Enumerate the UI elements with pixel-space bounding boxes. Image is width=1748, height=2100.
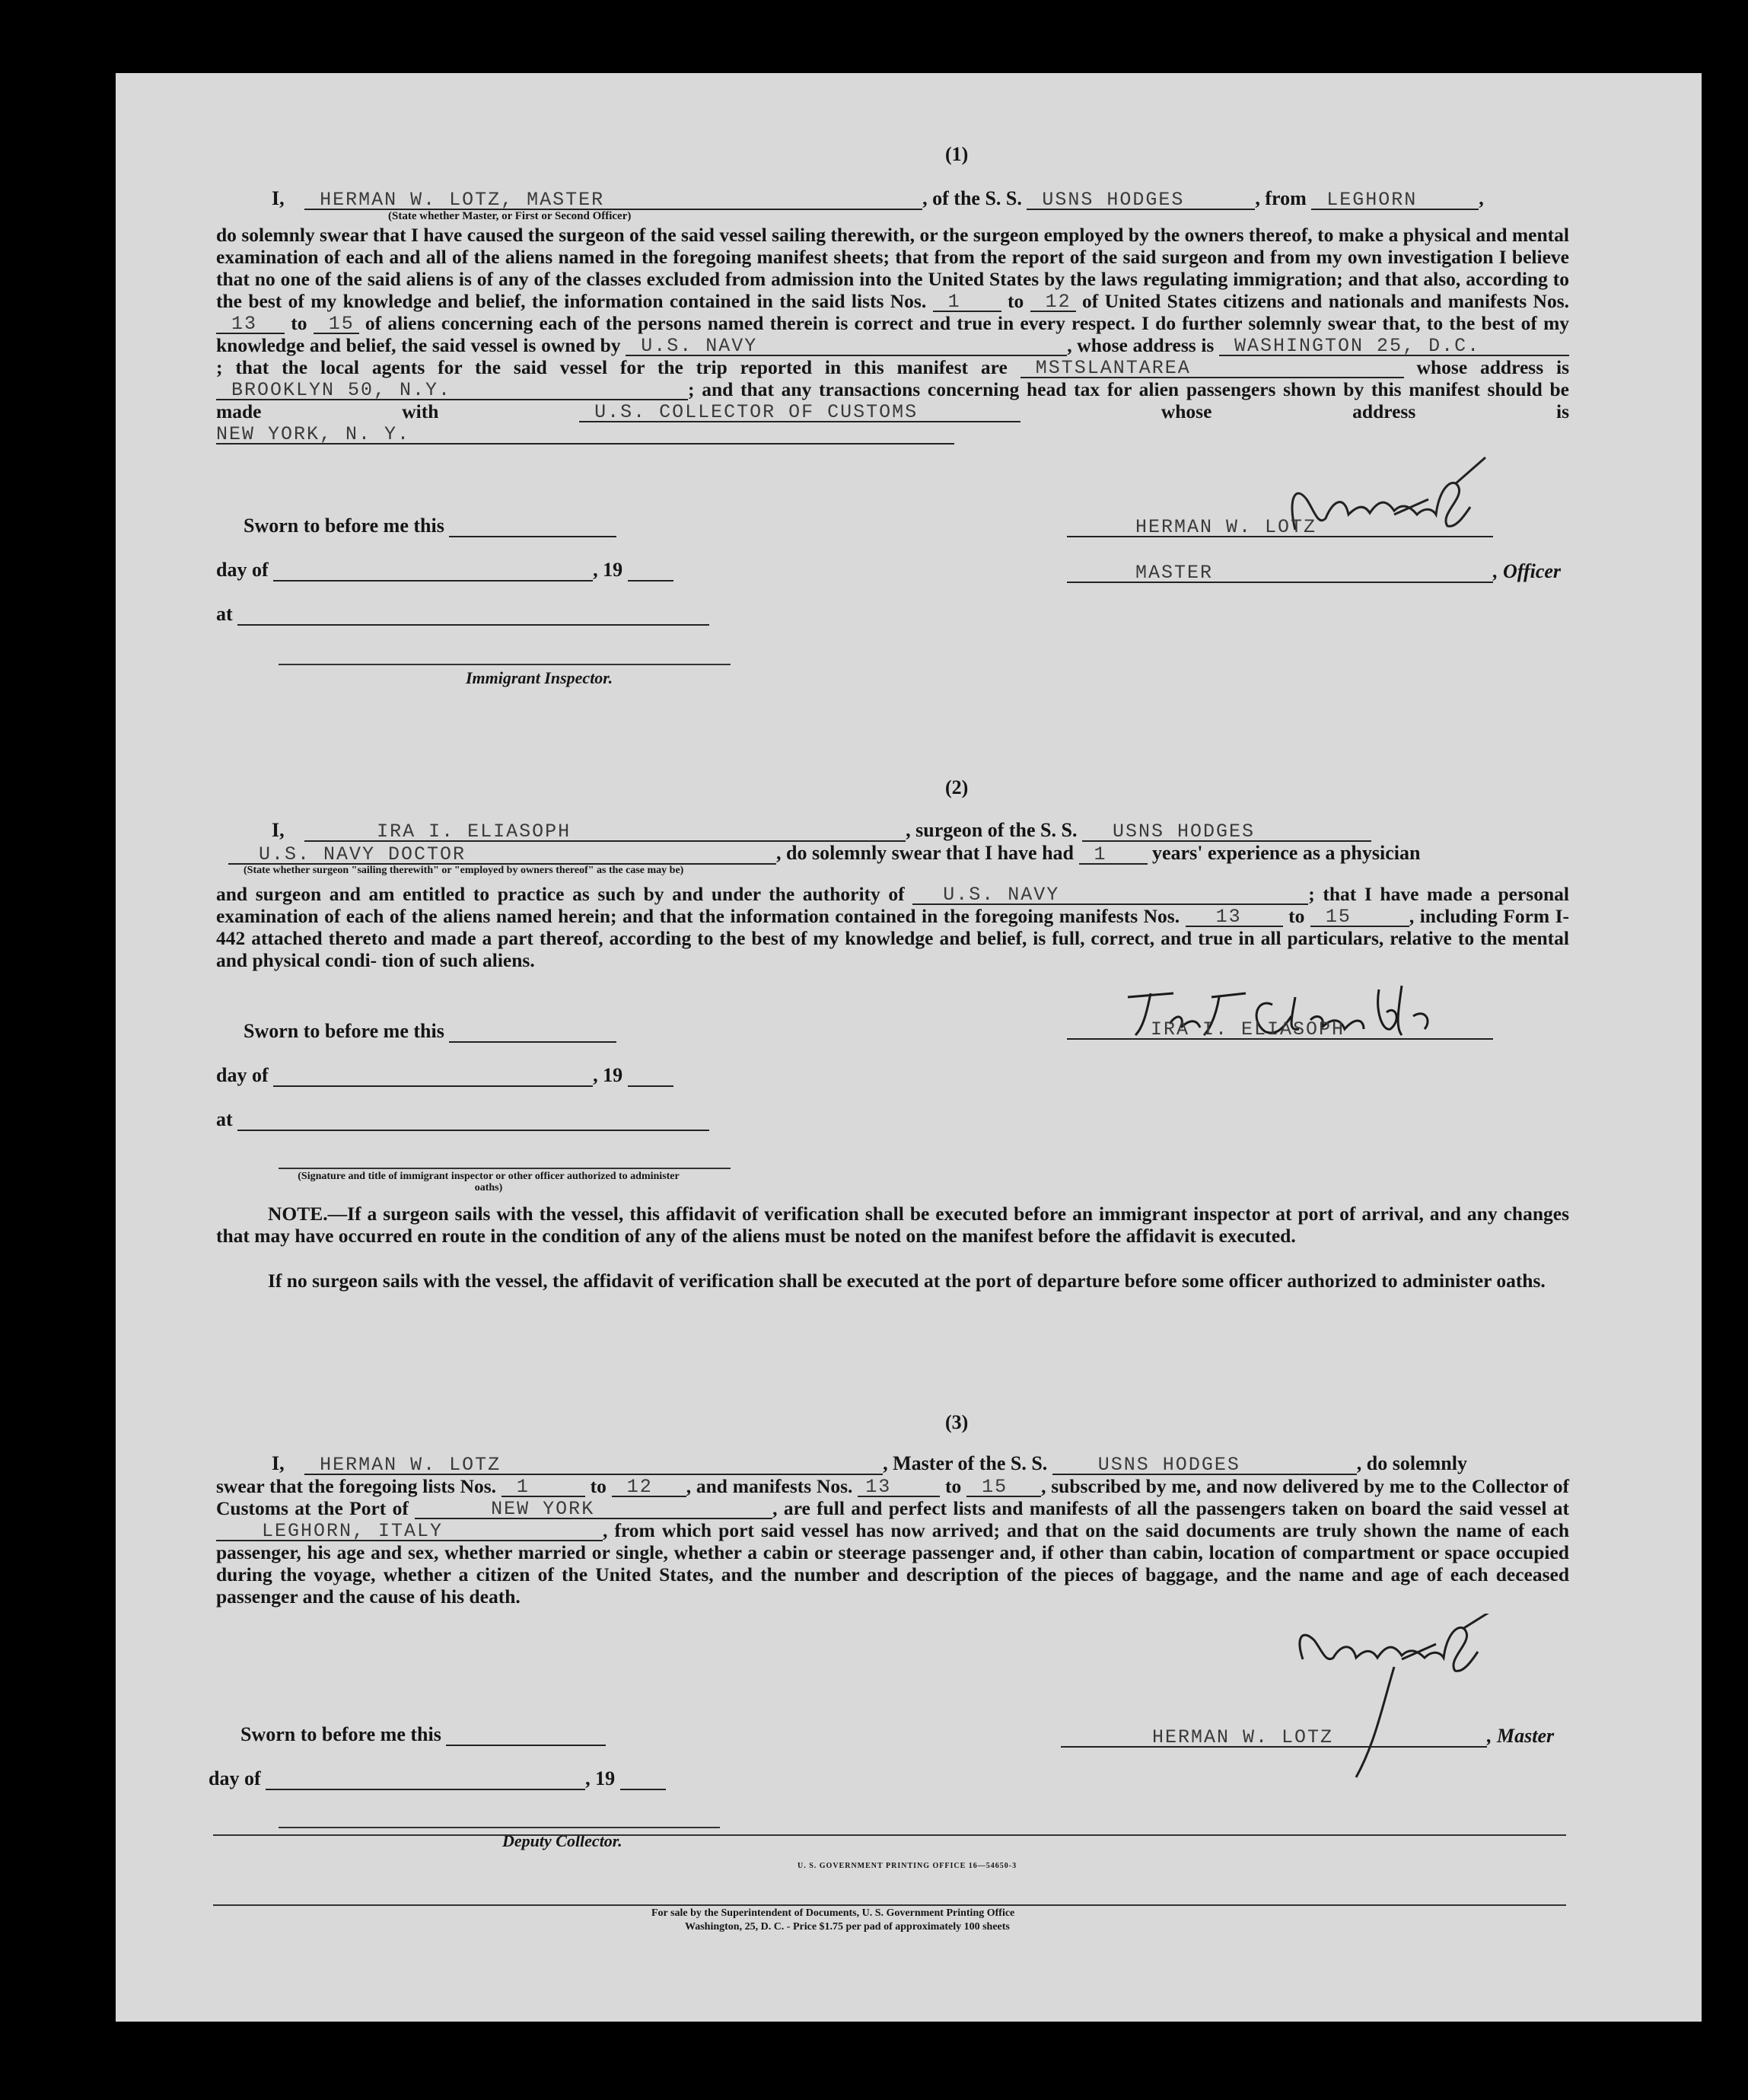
- sale-notice-1: For sale by the Superintendent of Documents, U. S. Government Printing Office: [651, 1907, 1015, 1919]
- years-field: 1: [1079, 843, 1148, 865]
- of-ss-label: , of the S. S.: [922, 187, 1022, 209]
- tax-party-field: U.S. COLLECTOR OF CUSTOMS: [579, 401, 1020, 422]
- day-of-label: day of: [209, 1767, 261, 1789]
- para-text: manifests of all the passengers taken on board the said vessel at: [1029, 1497, 1570, 1519]
- year-field-2: [628, 1066, 673, 1087]
- day-field-2: [273, 1066, 593, 1087]
- signer-line-2: [1067, 1017, 1493, 1040]
- day-line-2: [216, 1064, 673, 1087]
- punct: ;: [1308, 883, 1315, 905]
- para-text: , are full and perfect lists and: [772, 1497, 1024, 1519]
- para-text: swear that the foregoing lists Nos.: [216, 1475, 497, 1497]
- sworn-line-2: [244, 1020, 616, 1043]
- section-3-line-1: [272, 1452, 1467, 1475]
- para-text: passengers shown by this manifest should be made with: [216, 378, 1570, 422]
- sworn-label: Sworn to before me this: [240, 1723, 441, 1745]
- note-2-text: If no surgeon sails with the vessel, the affidavit of verification shall be executed at the port of departure before some officer authorized to administer oaths.: [268, 1270, 1546, 1292]
- embark-field-3: LEGHORN, ITALY: [216, 1520, 603, 1541]
- para-text: , and manifests Nos.: [686, 1475, 853, 1497]
- para-text: , do solemnly: [1356, 1452, 1467, 1474]
- sale-notice-2: Washington, 25, D. C. - Price $1.75 per pad of approximately 100 sheets: [685, 1921, 1010, 1933]
- deputy-signature-line: [279, 1827, 720, 1828]
- to-label: to: [1007, 290, 1024, 312]
- lists-to-field: 12: [1030, 291, 1076, 312]
- signer-line-1: [1067, 515, 1493, 537]
- para-text: the best of my knowledge and belief, is full, correct, and true in all particulars, relative to the mental and physical condi-: [216, 927, 1570, 971]
- manifests-from-field-3: 13: [858, 1476, 940, 1497]
- gpo-imprint: U. S. GOVERNMENT PRINTING OFFICE 16—54650-3: [798, 1862, 1017, 1870]
- para-text: years' experience as a physician: [1152, 842, 1421, 864]
- sworn-label: Sworn to before me this: [244, 1020, 444, 1042]
- signer-typed-field: HERMAN W. LOTZ: [1067, 516, 1493, 537]
- para-text: port said vessel has now arrived; and that on the said documents are truly shown the name of each passenger, his age and sex, whether married or single, whether a cabin or steerage passenger and, if other than cabin, location of compartment or space occupied during the voyage, whether a citizen of the United States, and the number and description of the pieces of baggage, and the name and age of each deceased passenger and the cause of his death.: [216, 1519, 1569, 1608]
- at-line-2: [216, 1108, 709, 1131]
- port-field-3: NEW YORK: [415, 1498, 772, 1519]
- inspector-signature-line-2: [279, 1168, 731, 1169]
- bleed-through-text: [298, 142, 312, 167]
- year-label: , 19: [593, 1064, 623, 1086]
- section-2-caption: (State whether surgeon "sailing therewith" or "employed by owners thereof" as the case may be): [244, 865, 684, 876]
- master-line-3: [1061, 1725, 1554, 1748]
- punct: ;: [216, 356, 223, 378]
- sworn-date-field-2: [449, 1021, 616, 1043]
- binder-hole: [1727, 1863, 1748, 1900]
- footer-rule-2: [213, 1904, 1566, 1906]
- day-field-3: [266, 1769, 585, 1790]
- sig-caption-2: [291, 1171, 686, 1193]
- note-1: [216, 1203, 1569, 1247]
- para-text: , whose address is: [1067, 334, 1215, 356]
- year-label: , 19: [593, 559, 623, 581]
- manifests-to-field: 15: [314, 313, 359, 334]
- section-1-caption: (State whether Master, or First or Second Officer): [388, 210, 632, 222]
- vessel-field: USNS HODGES: [1027, 189, 1255, 210]
- to-label: to: [590, 1475, 607, 1497]
- para-text: of aliens concerning each of the persons named: [365, 312, 764, 334]
- year-label: , 19: [585, 1767, 616, 1789]
- at-field-2: [237, 1110, 709, 1131]
- section-1-paragraph: [216, 224, 1569, 445]
- i-label: I,: [272, 819, 285, 841]
- inspector-signature-line: [279, 664, 731, 665]
- at-label: at: [216, 603, 233, 625]
- para-text: and surgeon and am entitled to practice as such by and under the authority of: [216, 883, 905, 905]
- year-field-3: [620, 1769, 666, 1790]
- para-text: , subscribed by me, and now: [1041, 1475, 1278, 1497]
- para-text: delivered by me to the Collector of Customs at the Port of: [216, 1475, 1570, 1519]
- tax-address-field: NEW YORK, N. Y.: [216, 423, 954, 445]
- manifests-to-field-3: 15: [966, 1476, 1041, 1497]
- para-text: , including Form I-442 attached thereto and made a part thereof, according to: [216, 905, 1570, 949]
- section-2-line-2: [228, 842, 1420, 865]
- master-typed-field-3: HERMAN W. LOTZ: [1061, 1726, 1487, 1748]
- manifests-from-field: 13: [216, 313, 285, 334]
- para-text: that I have made a personal examination of each of the aliens named herein; and that the information contained in the: [216, 883, 1569, 927]
- officer-label: , Officer: [1493, 560, 1562, 582]
- i-label: I,: [272, 187, 285, 209]
- para-text: foregoing manifests Nos.: [975, 905, 1180, 927]
- manifests-from-field-2: 13: [1186, 906, 1283, 927]
- sworn-date-field-3: [446, 1725, 606, 1746]
- para-text: the said vessel is owned by: [401, 334, 621, 356]
- surgeon-of-label: , surgeon of the S. S.: [906, 819, 1078, 841]
- master-signature-3: [1212, 1614, 1607, 1781]
- para-text: of United States citizens and nationals and manifests Nos.: [1081, 290, 1570, 312]
- footer-rule: [213, 1834, 1566, 1836]
- lists-from-field: 1: [933, 291, 1001, 312]
- binder-hole: [1727, 125, 1748, 161]
- day-line-3: [209, 1767, 666, 1790]
- manifests-to-field-2: 15: [1310, 906, 1409, 927]
- master-name-field: HERMAN W. LOTZ, MASTER: [304, 189, 922, 210]
- section-2-number: (2): [945, 776, 969, 798]
- section-3-number: (3): [945, 1411, 969, 1433]
- agents-address-field: BROOKLYN 50, N.Y.: [216, 379, 688, 400]
- para-text: whose address is: [1161, 400, 1569, 422]
- day-of-label: day of: [216, 1064, 269, 1086]
- signer-title-field: MASTER: [1067, 562, 1493, 583]
- employ-field: U.S. NAVY DOCTOR: [228, 843, 776, 865]
- at-line-1: [216, 603, 709, 626]
- authority-field: U.S. NAVY: [912, 884, 1308, 905]
- binder-hole: [1727, 1489, 1748, 1525]
- para-text: whose address is: [1416, 356, 1569, 378]
- binder-hole: [1727, 967, 1748, 1003]
- section-2-paragraph: [216, 883, 1569, 971]
- section-2-line-1: [272, 819, 1371, 842]
- master-of-label: , Master of the S. S.: [883, 1452, 1048, 1474]
- binder-hole: [1727, 720, 1748, 757]
- binder-hole: [1727, 613, 1748, 650]
- owner-address-field: WASHINGTON 25, D.C.: [1219, 335, 1569, 356]
- lists-to-field-3: 12: [612, 1476, 686, 1497]
- day-of-label: day of: [216, 559, 269, 581]
- lists-from-field-3: 1: [501, 1476, 585, 1497]
- para-text: therein is correct and true in every respect. I do further solemnly swear that, to the best of my knowledge and belief,: [216, 312, 1570, 356]
- port-from-field: LEGHORN: [1311, 189, 1479, 210]
- note-1-text: NOTE.—If a surgeon sails with the vessel, this affidavit of verification shall be executed before an immigrant inspector at port of arrival, and any changes that may have occurred en route in the condition of any of the aliens must be noted on the manifest before the affidavit is executed.: [216, 1203, 1569, 1247]
- section-1-line-1: [272, 187, 1484, 210]
- from-label: , from: [1255, 187, 1307, 209]
- day-field: [273, 560, 593, 582]
- sworn-date-field: [449, 516, 616, 537]
- deputy-label: Deputy Collector.: [502, 1831, 622, 1850]
- note-2: [216, 1270, 1569, 1292]
- year-field: [628, 560, 673, 582]
- para-text: , from which: [603, 1519, 712, 1541]
- binder-hole: [1727, 241, 1748, 277]
- to-label: to: [1288, 905, 1305, 927]
- binder-hole: [1727, 1384, 1748, 1420]
- master-label: , Master: [1487, 1725, 1555, 1747]
- section-3-paragraph: [216, 1475, 1569, 1608]
- at-field: [237, 604, 709, 626]
- surgeon-name-field: IRA I. ELIASOPH: [304, 821, 906, 842]
- para-text: ; and that any transactions concerning head tax for alien: [688, 378, 1180, 400]
- binder-hole: [1727, 519, 1748, 556]
- section-1-number: (1): [945, 143, 969, 165]
- inspector-label: Immigrant Inspector.: [466, 668, 613, 687]
- vessel-field-3: USNS HODGES: [1052, 1454, 1357, 1475]
- i-label: I,: [272, 1452, 285, 1474]
- para-text: tion of such aliens.: [381, 949, 535, 971]
- master-name-field-3: HERMAN W. LOTZ: [304, 1454, 883, 1475]
- document-page: [116, 73, 1702, 2022]
- sworn-line-3: [240, 1723, 606, 1746]
- surgeon-vessel-field: USNS HODGES: [1082, 821, 1371, 842]
- comma: ,: [1479, 187, 1484, 209]
- binder-hole: [1727, 1085, 1748, 1122]
- to-label: to: [291, 312, 307, 334]
- sig-caption-text: (Signature and title of immigrant inspector or other officer authorized to administer oaths): [298, 1171, 680, 1193]
- binder-hole: [1727, 1959, 1748, 1996]
- officer-line-1: [1067, 560, 1561, 583]
- sworn-line-1: [244, 515, 616, 537]
- to-label: to: [945, 1475, 962, 1497]
- para-text: , do solemnly swear that I have had: [776, 842, 1075, 864]
- agents-field: MSTSLANTAREA: [1020, 357, 1404, 378]
- owner-field: U.S. NAVY: [626, 335, 1067, 356]
- day-line-1: [216, 559, 673, 582]
- surgeon-typed-field: IRA I. ELIASOPH: [1067, 1018, 1493, 1040]
- para-text: that the local agents for the said vessel for the trip reported in this manifest are: [235, 356, 1008, 378]
- section-1-para-text: do solemnly swear that I have caused the surgeon of the said vessel sailing therewith, or the surgeon employed by the owners thereof, to make a physical and mental examination of each and all of the aliens named in the foregoing manifest sheets; that from the report of the said surgeon and from my own investigation I believe that no one of the said aliens is of any of the classes excluded from admission into the United States by the laws regulating immigration; and that also, according to the best of my knowledge and belief, the information contained in the said lists Nos.: [216, 224, 1569, 312]
- at-label: at: [216, 1108, 233, 1130]
- sworn-label: Sworn to before me this: [244, 515, 444, 537]
